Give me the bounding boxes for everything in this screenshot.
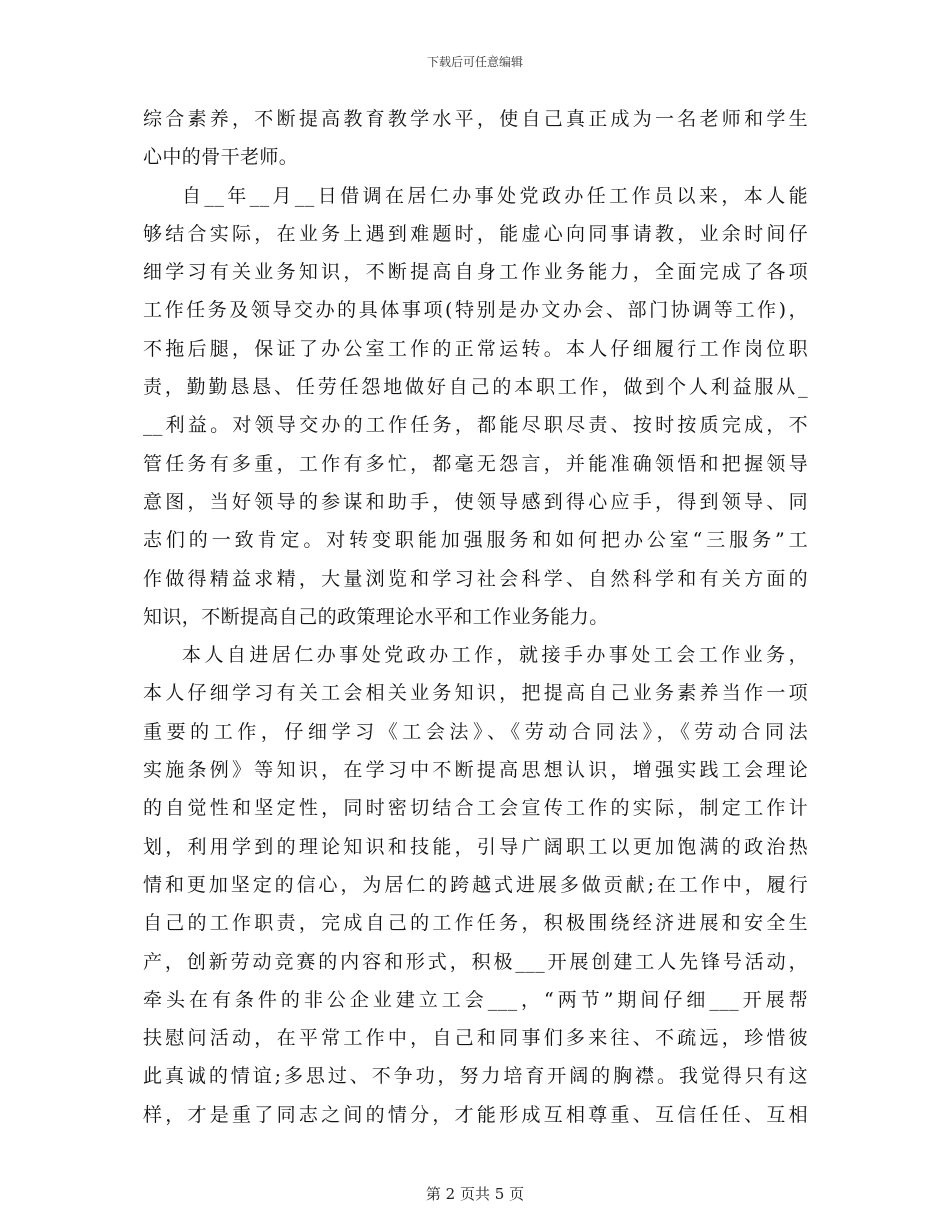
page-header: 下载后可任意编辑 [426,55,523,69]
text-line: 划，利用学到的理论知识和技能，引导广阔职工以更加饱满的政治热 [143,835,808,858]
text-line: 本人仔细学习有关工会相关业务知识，把提高自己业务素养当作一项 [143,682,808,705]
text-line: 管任务有多重，工作有多忙，都毫无怨言，并能准确领悟和把握领导 [143,452,808,475]
text-line: 细学习有关业务知识，不断提高自身工作业务能力，全面完成了各项 [143,261,808,284]
text-line: 不拖后腿，保证了办公室工作的正常运转。本人仔细履行工作岗位职 [143,337,808,360]
text-line: 重要的工作，仔细学习《工会法》、《劳动合同法》，《劳动合同法 [143,720,808,743]
text-line: 够结合实际，在业务上遇到难题时，能虚心向同事请教，业余时间仔 [143,222,808,245]
text-line: 意图，当好领导的参谋和助手，使领导感到得心应手，得到领导、同 [143,490,808,513]
text-line: 作做得精益求精，大量浏览和学习社会科学、自然科学和有关方面的 [143,567,808,590]
text-line: 情和更加坚定的信心，为居仁的跨越式进展多做贡献;在工作中，履行 [143,873,808,896]
text-line: 知识，不断提高自己的政策理论水平和工作业务能力。 [143,605,609,628]
text-line: 牵头在有条件的非公企业建立工会___，“两节”期间仔细___开展帮 [143,988,808,1011]
text-line: 自己的工作职责，完成自己的工作任务，积极围绕经济进展和安全生 [143,912,808,935]
text-line: 此真诚的情谊;多思过、不争功，努力培育开阔的胸襟。我觉得只有这 [143,1065,808,1088]
text-line: __利益。对领导交办的工作任务，都能尽职尽责、按时按质完成，不 [143,414,808,437]
page-number: 第 2 页共 5 页 [425,1185,525,1203]
text-line: 扶慰问活动，在平常工作中，自己和同事们多来往、不疏远，珍惜彼 [143,1027,808,1050]
text-line: 自__年__月__日借调在居仁办事处党政办任工作员以来，本人能 [182,184,808,207]
text-line: 志们的一致肯定。对转变职能加强服务和如何把办公室“三服务”工 [143,529,808,552]
text-line: 心中的骨干老师。 [143,146,299,169]
text-line: 产，创新劳动竞赛的内容和形式，积极___开展创建工人先锋号活动， [143,950,808,973]
text-line: 综合素养，不断提高教育教学水平，使自己真正成为一名老师和学生 [143,108,808,130]
text-line: 样，才是重了同志之间的情分，才能形成互相尊重、互信任任、互相 [143,1103,808,1126]
text-line: 的自觉性和坚定性，同时密切结合工会宣传工作的实际，制定工作计 [143,797,808,820]
document-body [143,100,808,1134]
text-line: 工作任务及领导交办的具体事项(特别是办文办会、部门协调等工作)， [143,299,808,322]
text-line: 实施条例》等知识，在学习中不断提高思想认识，增强实践工会理论 [143,759,808,782]
text-line: 责，勤勤恳恳、任劳任怨地做好自己的本职工作，做到个人利益服从_ [143,376,808,399]
text-line: 本人自进居仁办事处党政办工作，就接手办事处工会工作业务， [182,644,808,667]
